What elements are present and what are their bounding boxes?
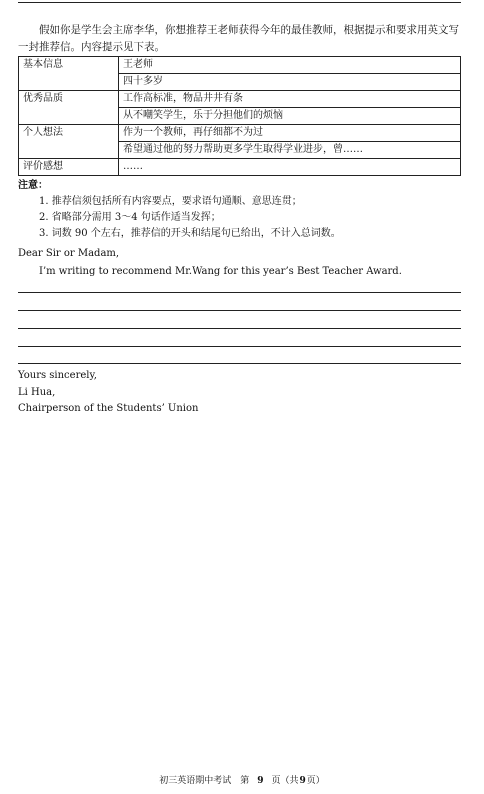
answer-line[interactable] [18,346,461,347]
row-label: 优秀品质 [19,91,119,125]
content-table [18,56,461,176]
writing-prompt [18,22,461,56]
prompt-text: 假如你是学生会主席李华，你想推荐王老师获得今年的最佳教师，根据提示和要求用英文写一封推荐信。内容提示见下表。 [18,24,459,53]
answer-line[interactable] [18,310,461,311]
answer-line[interactable] [18,328,461,329]
signature-name: Li Hua, [18,386,56,398]
page-number: 9 [257,776,264,786]
table-row [19,91,461,125]
table-row [19,159,461,176]
note-item: 1. 推荐信须包括所有内容要点，要求语句通顺、意思连贯； [39,196,302,207]
content-line: 工作高标准，物品井井有条 [123,93,243,104]
content-line: …… [123,161,143,172]
closing-phrase: Yours sincerely, [18,370,97,381]
content-line: 希望通过他的努力帮助更多学生取得学业进步，曾…… [119,141,460,158]
footer-prefix: 初三英语期中考试 第 [159,776,250,786]
footer-end: 页） [306,776,325,786]
top-divider [18,2,461,3]
row-content [119,159,461,176]
table-row [19,57,461,91]
content-line: 四十多岁 [119,73,460,90]
row-content [119,125,461,159]
notes-title: 注意： [18,180,48,191]
letter-greeting: Dear Sir or Madam, [18,248,120,259]
row-content [119,91,461,125]
content-line: 作为一个教师，再仔细都不为过 [123,127,263,138]
content-line: 王老师 [123,59,153,70]
row-label: 基本信息 [19,57,119,91]
notes-section [18,178,461,242]
footer-suffix: 页（共 [271,776,299,786]
page-footer [0,773,484,786]
row-label: 评价感想 [19,159,119,176]
note-item: 3. 词数 90 个左右，推荐信的开头和结尾句已给出，不计入总词数。 [39,228,341,239]
table-row [19,125,461,159]
signature-title: Chairperson of the Students’ Union [18,403,199,414]
answer-line[interactable] [18,363,461,364]
note-item: 2. 省略部分需用 3～4 句话作适当发挥； [39,212,221,223]
content-line: 从不嘲笑学生，乐于分担他们的烦恼 [119,107,460,124]
letter-closing [18,368,198,418]
row-content [119,57,461,91]
answer-line[interactable] [18,292,461,293]
row-label: 个人想法 [19,125,119,159]
letter-opening: I’m writing to recommend Mr.Wang for this year’s Best Teacher Award. [39,266,402,277]
page-total: 9 [299,776,306,786]
